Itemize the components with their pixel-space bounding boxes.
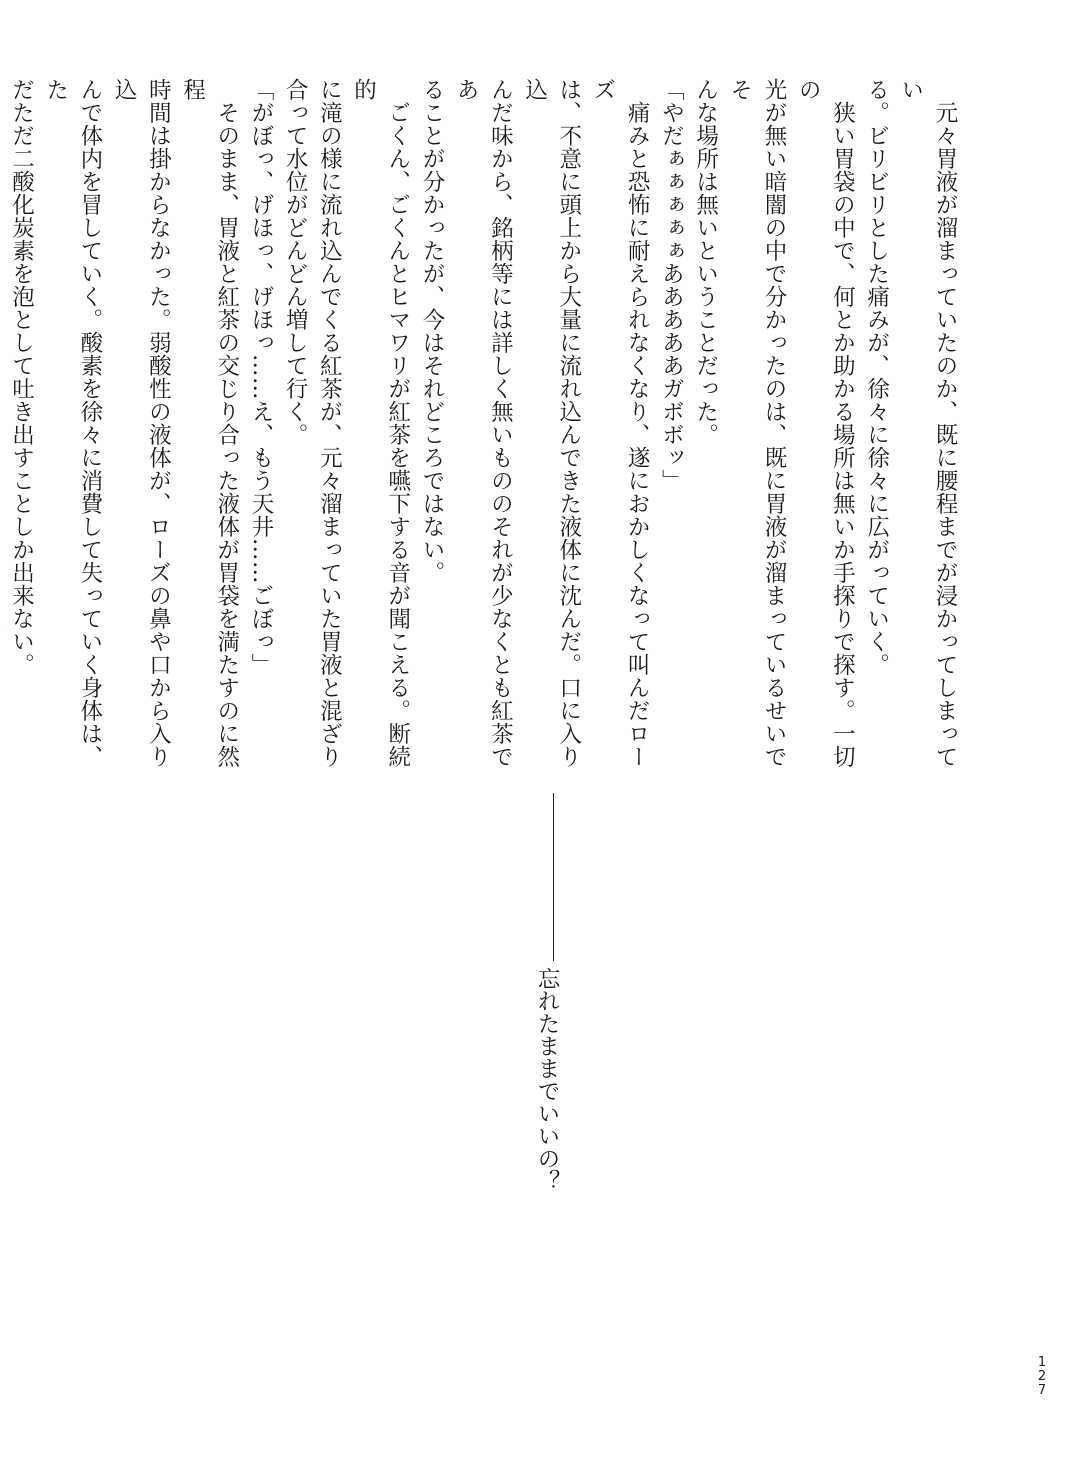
text-line: ることが分かったが、今はそれどころではない。 bbox=[418, 78, 445, 584]
text-line: る。ビリビリとした痛みが、徐々に徐々に広がっていく。 bbox=[863, 78, 890, 676]
text-line: 「がぼっ、げほっ、げほっ……え、もう天井……ごぼっ」 bbox=[247, 78, 274, 676]
text-line: 痛みと恐怖に耐えられなくなり、遂におかしくなって叫んだローズ bbox=[589, 78, 651, 768]
text-line: に滝の様に流れ込んでくる紅茶が、元々溜まっていた胃液と混ざり bbox=[316, 78, 343, 768]
text-line: 時間は掛からなかった。弱酸性の液体が、ローズの鼻や口から入り込 bbox=[111, 78, 172, 768]
separator-text: 忘れたままでいいの？ bbox=[534, 967, 560, 1192]
section-separator bbox=[530, 793, 564, 1192]
text-line: んだ味から、銘柄等には詳しく無いもののそれが少なくとも紅茶であ bbox=[453, 78, 514, 768]
text-line bbox=[0, 78, 4, 768]
text-line: んで体内を冒していく。酸素を徐々に消費して失っていく身体は、た bbox=[42, 78, 103, 768]
text-line: は、不意に頭上から大量に流れ込んできた液体に沈んだ。口に入り込 bbox=[521, 78, 582, 768]
text-line: 狭い胃袋の中で、何とか助かる場所は無いか手探りで探す。一切の bbox=[795, 78, 856, 768]
text-line: 光が無い暗闇の中で分かったのは、既に胃液が溜まっているせいでそ bbox=[726, 78, 787, 768]
text-line: そのまま、胃液と紅茶の交じり合った液体が胃袋を満たすのに然程 bbox=[179, 78, 240, 768]
text-line: 元々胃液が溜まっていたのか、既に腰程までが浸かってしまってい bbox=[897, 78, 958, 768]
text-line: 「やだぁぁぁぁぁあああああガボボッ」 bbox=[658, 78, 685, 492]
text-line: ごくん、ごくんとヒマワリが紅茶を嚥下する音が聞こえる。断続的 bbox=[350, 78, 411, 768]
story-body-text bbox=[0, 78, 962, 768]
page-number: 127 bbox=[1037, 1355, 1047, 1398]
text-line: だただ二酸化炭素を泡として吐き出すことしか出来ない。 bbox=[8, 78, 35, 676]
text-line: んな場所は無いということだった。 bbox=[692, 78, 719, 446]
separator-rule bbox=[553, 793, 554, 961]
text-line: 合って水位がどんどん増して行く。 bbox=[282, 78, 309, 446]
